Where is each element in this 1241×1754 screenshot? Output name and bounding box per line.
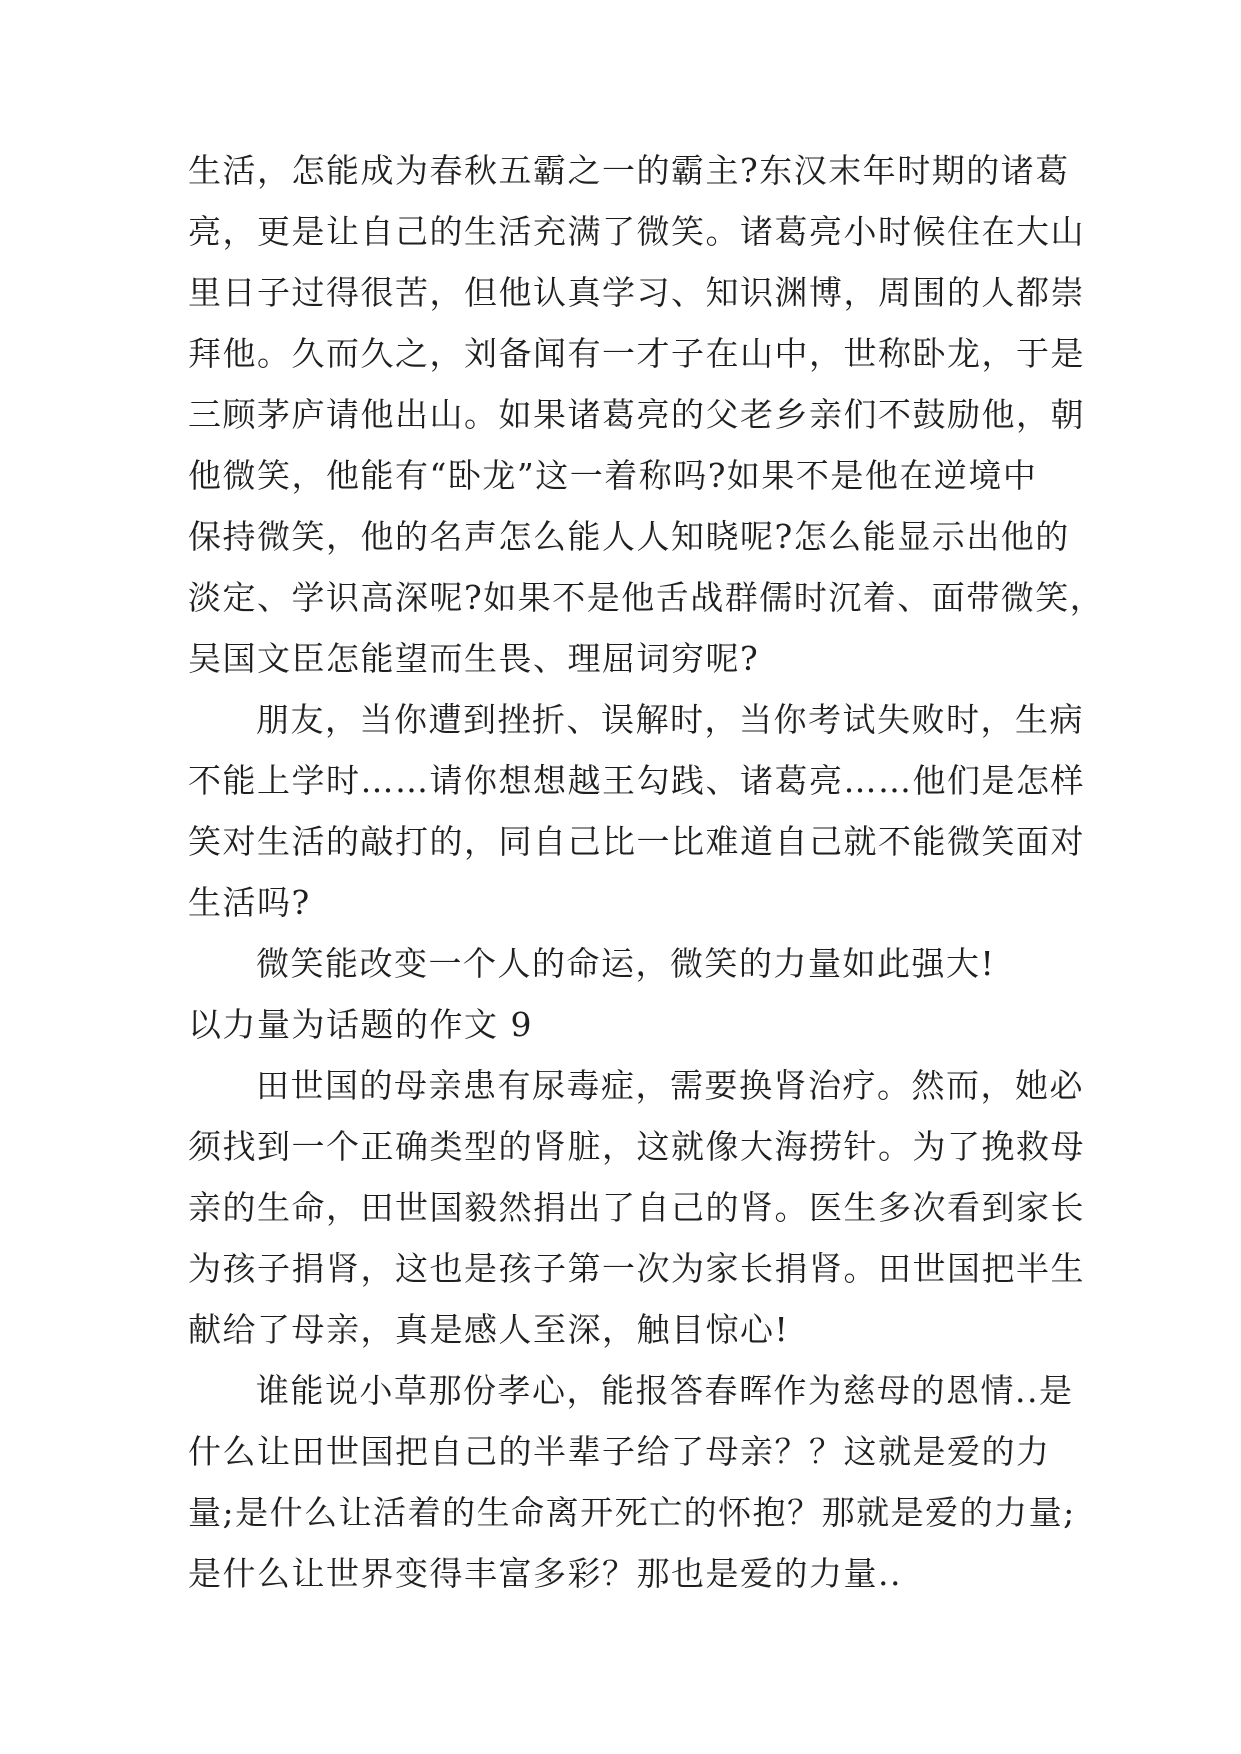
paragraph-smile-power: [188, 933, 1068, 994]
text-line: 拜他。久而久之，刘备闻有一才子在山中，世称卧龙，于是: [188, 334, 1085, 373]
text-line: 笑对生活的敲打的，同自己比一比难道自己就不能微笑面对: [188, 822, 1085, 861]
essay-heading: [188, 994, 1068, 1055]
text-line: 量;是什么让活着的生命离开死亡的怀抱？那就是爱的力量;: [188, 1493, 1076, 1532]
paragraph-friend: [188, 689, 1085, 933]
text-line: 什么让田世国把自己的半辈子给了母亲？？这就是爱的力: [188, 1432, 1051, 1471]
heading-text: 以力量为话题的作文 9: [188, 1005, 533, 1044]
paragraph-zhuge-liang: [188, 140, 1105, 689]
document-page: [188, 140, 1105, 1604]
text-line: 三顾茅庐请他出山。如果诸葛亮的父老乡亲们不鼓励他，朝: [188, 395, 1085, 434]
text-line: 亮，更是让自己的生活充满了微笑。诸葛亮小时候住在大山: [188, 212, 1085, 251]
text-line: 须找到一个正确类型的肾脏，这就像大海捞针。为了挽救母: [188, 1127, 1085, 1166]
text-line: 里日子过得很苦，但他认真学习、知识渊博，周围的人都崇: [188, 273, 1085, 312]
paragraph-power-of-love: [188, 1360, 1076, 1604]
text-line: 淡定、学识高深呢?如果不是他舌战群儒时沉着、面带微笑，: [188, 578, 1105, 617]
text-line: 献给了母亲，真是感人至深，触目惊心!: [188, 1310, 790, 1349]
text-line: 亲的生命，田世国毅然捐出了自己的肾。医生多次看到家长: [188, 1188, 1085, 1227]
text-line: 谁能说小草那份孝心，能报答春晖作为慈母的恩情..是: [256, 1371, 1074, 1410]
text-line: 为孩子捐肾，这也是孩子第一次为家长捐肾。田世国把半生: [188, 1249, 1085, 1288]
text-line: 朋友，当你遭到挫折、误解时，当你考试失败时，生病: [256, 700, 1084, 739]
text-line: 他微笑，他能有“卧龙”这一着称吗?如果不是他在逆境中: [188, 456, 1038, 495]
text-line: 保持微笑，他的名声怎么能人人知晓呢?怎么能显示出他的: [188, 517, 1070, 556]
text-line: 生活吗?: [188, 883, 311, 922]
text-line: 吴国文臣怎能望而生畏、理屈词穷呢?: [188, 639, 760, 678]
paragraph-tian-shiguo: [188, 1055, 1085, 1360]
text-line: 生活，怎能成为春秋五霸之一的霸主?东汉末年时期的诸葛: [188, 151, 1070, 190]
text-line: 不能上学时……请你想想越王勾践、诸葛亮……他们是怎样: [188, 761, 1085, 800]
text-line: 微笑能改变一个人的命运，微笑的力量如此强大!: [256, 944, 996, 983]
text-line: 田世国的母亲患有尿毒症，需要换肾治疗。然而，她必: [256, 1066, 1084, 1105]
text-line: 是什么让世界变得丰富多彩？那也是爱的力量..: [188, 1554, 902, 1593]
